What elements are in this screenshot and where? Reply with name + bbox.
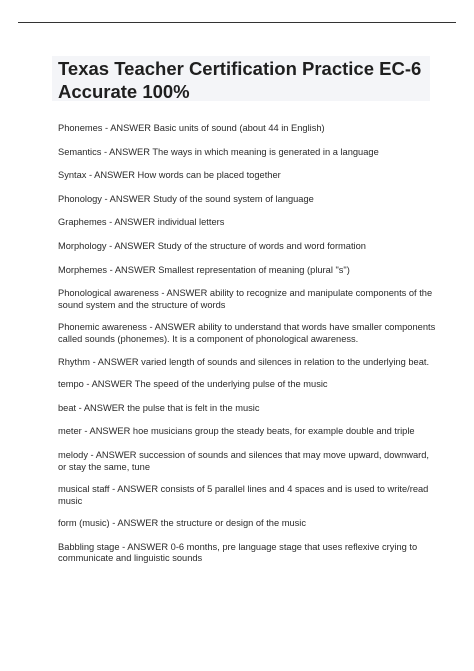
flashcard-entry: Graphemes - ANSWER individual letters: [58, 217, 225, 228]
flashcard-entry: Morphemes - ANSWER Smallest representation of meaning (plural "s"): [58, 264, 350, 275]
flashcard-entry: Babbling stage - ANSWER 0-6 months, pre language stage that uses reflexive crying to communicate and linguistic sounds: [58, 541, 418, 564]
flashcard-entry: Morphology - ANSWER Study of the structure of words and word formation: [58, 240, 366, 251]
flashcard-entry: form (music) - ANSWER the structure or design of the music: [58, 518, 306, 529]
flashcard-entry: beat - ANSWER the pulse that is felt in the music: [58, 402, 260, 413]
flashcard-entry: Phonological awareness - ANSWER ability to recognize and manipulate components of the sound system and the structure of words: [58, 288, 433, 310]
top-divider: [18, 22, 456, 23]
flashcard-entry: Phonology - ANSWER Study of the sound system of language: [58, 193, 314, 204]
flashcard-entry: meter - ANSWER hoe musicians group the steady beats, for example double and triple: [58, 426, 415, 437]
flashcard-entry: Rhythm - ANSWER varied length of sounds and silences in relation to the underlying beat.: [58, 356, 430, 367]
flashcard-entry: Phonemes - ANSWER Basic units of sound (about 44 in English): [58, 123, 325, 133]
flashcard-entry: musical staff - ANSWER consists of 5 parallel lines and 4 spaces and is used to write/read music: [58, 484, 429, 506]
flashcard-entry: Syntax - ANSWER How words can be placed together: [58, 170, 281, 181]
flashcard-entry: Semantics - ANSWER The ways in which meaning is generated in a language: [58, 146, 379, 157]
flashcard-list: [58, 123, 438, 576]
page-title: Texas Teacher Certification Practice EC-6 Accurate 100%: [58, 58, 422, 102]
flashcard-entry: Phonemic awareness - ANSWER ability to understand that words have smaller components called sounds (phonemes). It is a component of phonological awareness.: [58, 322, 436, 344]
flashcard-entry: melody - ANSWER succession of sounds and silences that may move upward, downward, or stay the same, tune: [58, 449, 430, 472]
flashcard-entry: tempo - ANSWER The speed of the underlying pulse of the music: [58, 379, 328, 390]
